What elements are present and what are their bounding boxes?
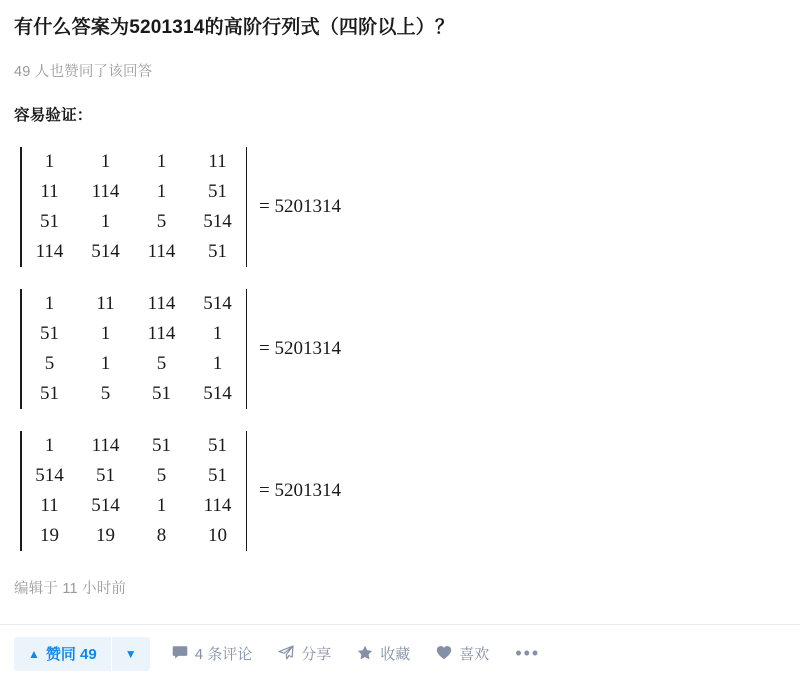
determinant-block	[20, 289, 786, 409]
answer-body-text: 容易验证：	[14, 107, 93, 124]
action-bar	[0, 624, 800, 682]
matrix-cell: 1	[44, 293, 55, 314]
matrix-cell: 51	[152, 383, 171, 404]
like-label: 喜欢	[459, 646, 490, 663]
comments-label: 4 条评论	[194, 646, 253, 663]
matrix-cell: 8	[156, 525, 167, 546]
matrix-cell: 1	[100, 323, 111, 344]
matrix-cell: 51	[40, 383, 59, 404]
determinant-matrix	[20, 147, 247, 267]
matrix-cell: 51	[152, 435, 171, 456]
matrix-cell: 19	[40, 525, 59, 546]
matrix-cell: 114	[147, 293, 176, 314]
matrix-cell: 5	[156, 465, 167, 486]
matrix-cell: 114	[91, 435, 120, 456]
matrix-bar-right	[246, 147, 248, 267]
matrix-row	[22, 319, 246, 349]
matrix-cell: 10	[208, 525, 227, 546]
matrix-cell: 11	[96, 293, 115, 314]
matrix-row	[22, 461, 246, 491]
matrix-cell: 114	[35, 241, 64, 262]
matrix-cell: 51	[208, 181, 227, 202]
comment-icon	[172, 645, 188, 663]
more-options-button[interactable]	[515, 643, 540, 664]
matrix-cell: 1	[100, 353, 111, 374]
matrix-cell: 114	[147, 323, 176, 344]
matrix-cell: 51	[40, 323, 59, 344]
matrix-cell: 11	[208, 151, 227, 172]
vote-group	[14, 637, 150, 671]
matrix-row	[22, 349, 246, 379]
matrix-cell: 514	[203, 211, 232, 232]
matrix-row	[22, 491, 246, 521]
triangle-up-icon: ▲	[28, 646, 40, 661]
matrix-cell: 1	[212, 353, 223, 374]
matrix-cell: 1	[156, 495, 167, 516]
triangle-down-icon: ▼	[124, 646, 137, 661]
matrix-row	[22, 147, 246, 177]
matrix-cell: 514	[91, 495, 120, 516]
determinant-result: = 5201314	[259, 338, 341, 359]
matrix-cell: 5	[44, 353, 55, 374]
matrix-cell: 11	[40, 495, 59, 516]
matrix-cell: 114	[203, 495, 232, 516]
matrix-bar-right	[246, 289, 248, 409]
matrix-row	[22, 289, 246, 319]
matrix-row	[22, 431, 246, 461]
determinant-block	[20, 431, 786, 551]
upvote-note: 49 人也赞同了该回答	[14, 64, 153, 80]
ellipsis-icon: •••	[515, 643, 541, 663]
favorite-label: 收藏	[380, 646, 411, 663]
matrix-cell: 514	[203, 293, 232, 314]
matrix-cell: 114	[147, 241, 176, 262]
determinant-matrix	[20, 431, 247, 551]
matrix-cell: 51	[208, 435, 227, 456]
determinant-result: = 5201314	[259, 196, 341, 217]
matrix-cell: 1	[156, 151, 167, 172]
matrix-cell: 514	[203, 383, 232, 404]
edited-timestamp: 编辑于 11 小时前	[14, 581, 127, 597]
determinant-block	[20, 147, 786, 267]
matrix-cell: 5	[100, 383, 111, 404]
matrix-cell: 5	[156, 353, 167, 374]
matrix-cell: 1	[156, 181, 167, 202]
matrix-cell: 1	[100, 151, 111, 172]
matrix-row	[22, 177, 246, 207]
determinant-result: = 5201314	[259, 480, 341, 501]
favorite-button[interactable]	[357, 643, 410, 664]
matrix-bar-right	[246, 431, 248, 551]
star-icon	[357, 645, 373, 663]
matrix-cell: 11	[40, 181, 59, 202]
matrix-cell: 1	[44, 151, 55, 172]
matrix-cell: 1	[212, 323, 223, 344]
share-button[interactable]	[278, 643, 331, 664]
like-button[interactable]	[436, 643, 489, 664]
share-label: 分享	[301, 646, 332, 663]
matrix-cell: 51	[208, 241, 227, 262]
heart-icon	[436, 645, 452, 663]
matrix-row	[22, 237, 246, 267]
matrix-cell: 51	[96, 465, 115, 486]
matrix-cell: 1	[44, 435, 55, 456]
upvote-button[interactable]	[14, 637, 111, 671]
page-title: 有什么答案为5201314的高阶行列式（四阶以上）？	[14, 17, 455, 38]
matrix-cell: 5	[156, 211, 167, 232]
matrix-cell: 51	[208, 465, 227, 486]
upvote-label: 赞同 49	[45, 646, 97, 663]
share-icon	[278, 645, 294, 663]
matrix-cell: 51	[40, 211, 59, 232]
comments-button[interactable]	[172, 643, 253, 664]
matrix-row	[22, 521, 246, 551]
matrix-cell: 514	[91, 241, 120, 262]
downvote-button[interactable]	[112, 637, 150, 671]
matrix-cell: 514	[35, 465, 64, 486]
matrix-row	[22, 207, 246, 237]
matrix-row	[22, 379, 246, 409]
determinant-matrix	[20, 289, 247, 409]
matrix-cell: 19	[96, 525, 115, 546]
matrix-cell: 114	[91, 181, 120, 202]
matrix-cell: 1	[100, 211, 111, 232]
